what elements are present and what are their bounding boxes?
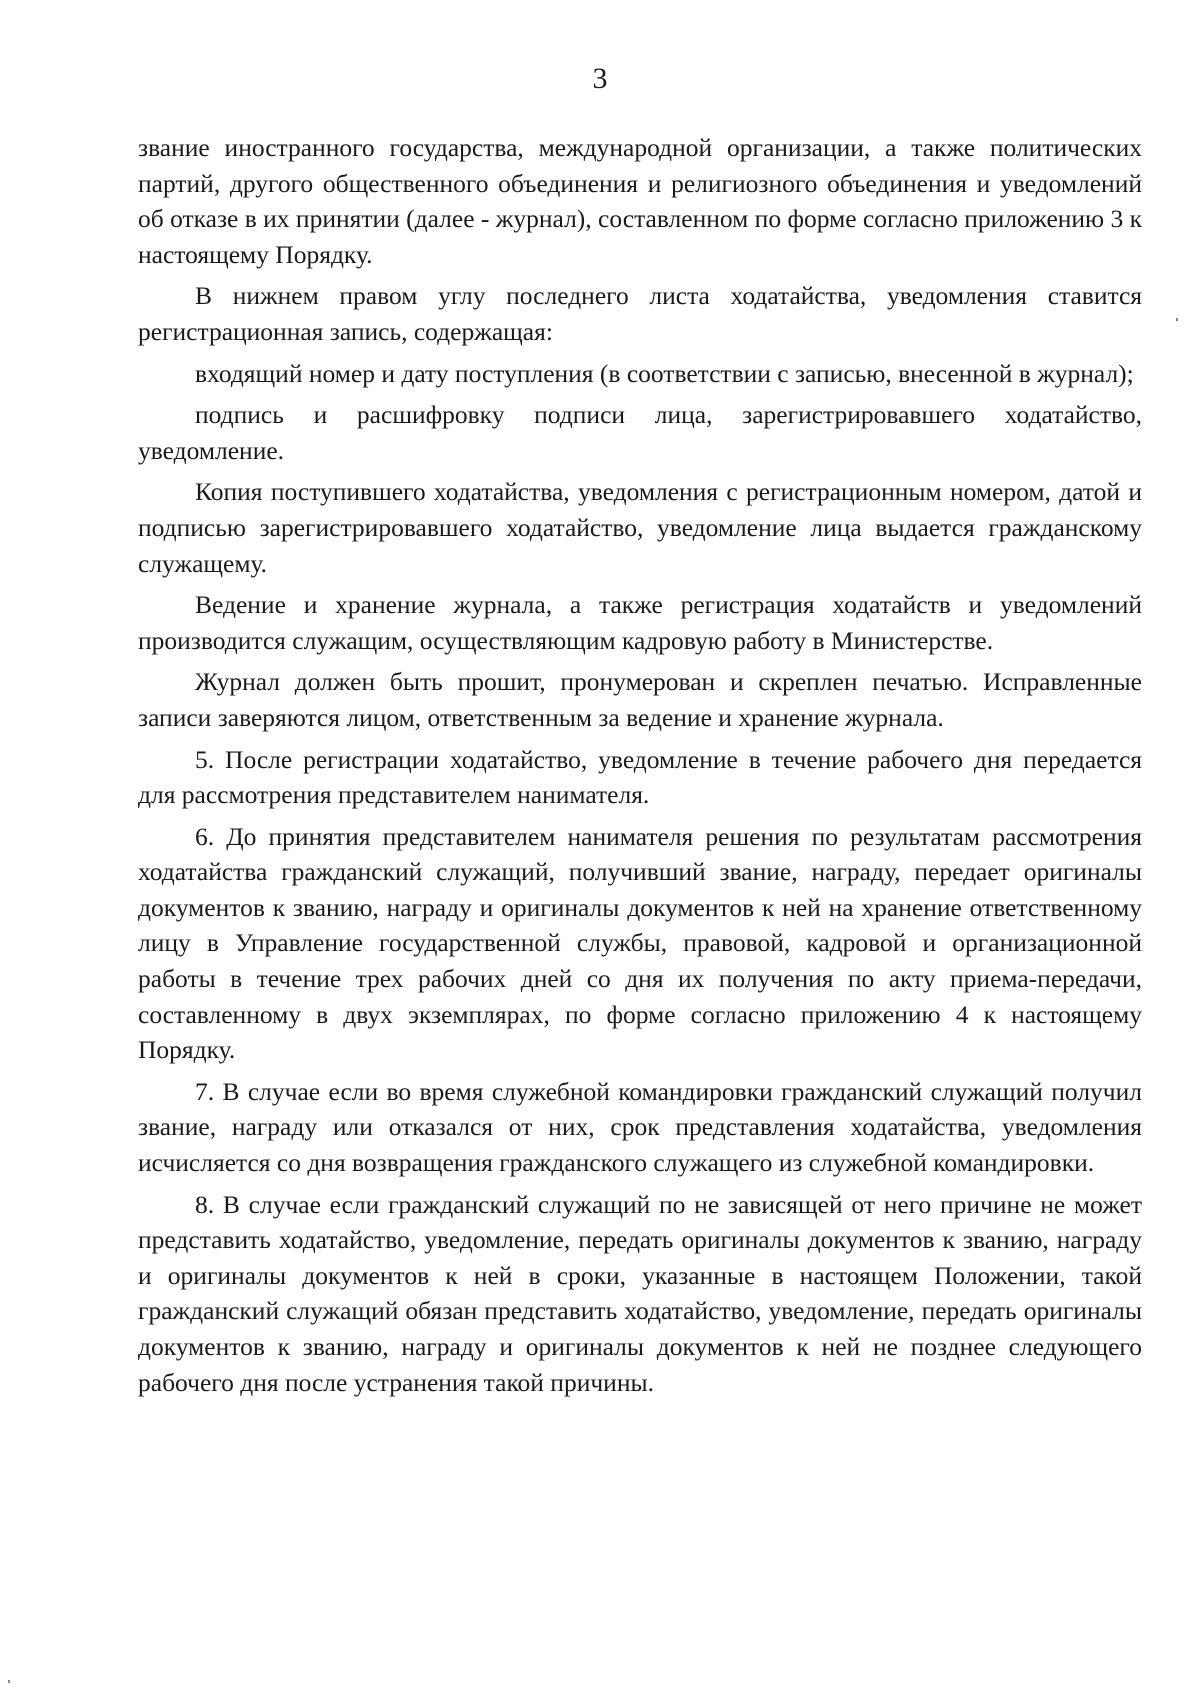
document-body [138,130,1142,1400]
paragraph-item-7: 7. В случае если во время служебной командировки гражданский служащий получил звание, награду или отказался от них, срок представления ходатайства, уведомления исчисляется со дня возвращения гражданского служащего из служебной командировки. [138,1076,1142,1178]
paragraph-item-6: 6. До принятия представителем нанимателя решения по результатам рассмотрения ходатайства гражданский служащий, получивший звание, награду, передает оригиналы документов к званию, награду и оригиналы документов к ней на хранение ответственному лицу в Управление государственной службы, правовой, кадровой и организационной работы в течение трех рабочих дней со дня их получения по акту приема-передачи, составленному в двух экземплярах, по форме согласно приложению 4 к настоящему Порядку. [138,821,1142,1065]
paragraph-copy-issued: Копия поступившего ходатайства, уведомления с регистрационным номером, датой и подписью зарегистрировавшего ходатайство, уведомление лица выдается гражданскому служащему. [138,477,1142,578]
scan-speck [8,1680,10,1683]
paragraph-incoming-number: входящий номер и дату поступления (в соответствии с записью, внесенной в журнал); [195,358,1134,388]
paragraph-registration-mark: В нижнем правом углу последнего листа ходатайства, уведомления ставится регистрационная запись, содержащая: [138,281,1142,346]
paragraph-journal-keeping: Ведение и хранение журнала, а также регистрация ходатайств и уведомлений производится служащим, осуществляющим кадровую работу в Министерстве. [138,590,1142,655]
scan-speck [1176,318,1178,321]
paragraph-signature: подпись и расшифровку подписи лица, зарегистрировавшего ходатайство, уведомление. [138,400,1142,465]
paragraph-item-5: 5. После регистрации ходатайство, уведомление в течение рабочего дня передается для рассмотрения представителем нанимателя. [138,744,1142,810]
paragraph-item-8: 8. В случае если гражданский служащий по не зависящей от него причине не может представить ходатайство, уведомление, передать оригиналы документов к званию, награду и оригиналы документов к ней в сроки, указанные в настоящем Положении, такой гражданский служащий обязан представить ходатайство, уведомление, передать оригиналы документов к званию, награду и оригиналы документов к ней не позднее следующего рабочего дня после устранения такой причины. [138,1189,1142,1397]
page-number: 3 [592,62,608,95]
paragraph-journal-continuation: звание иностранного государства, международной организации, а также политических партий, другого общественного объединения и религиозного объединения и уведомлений об отказе в их принятии (далее - журнал), составленном по форме согласно приложению 3 к настоящему Порядку. [138,133,1142,269]
paragraph-journal-sealed: Журнал должен быть прошит, пронумерован и скреплен печатью. Исправленные записи заверяются лицом, ответственным за ведение и хранение журнала. [138,667,1142,732]
